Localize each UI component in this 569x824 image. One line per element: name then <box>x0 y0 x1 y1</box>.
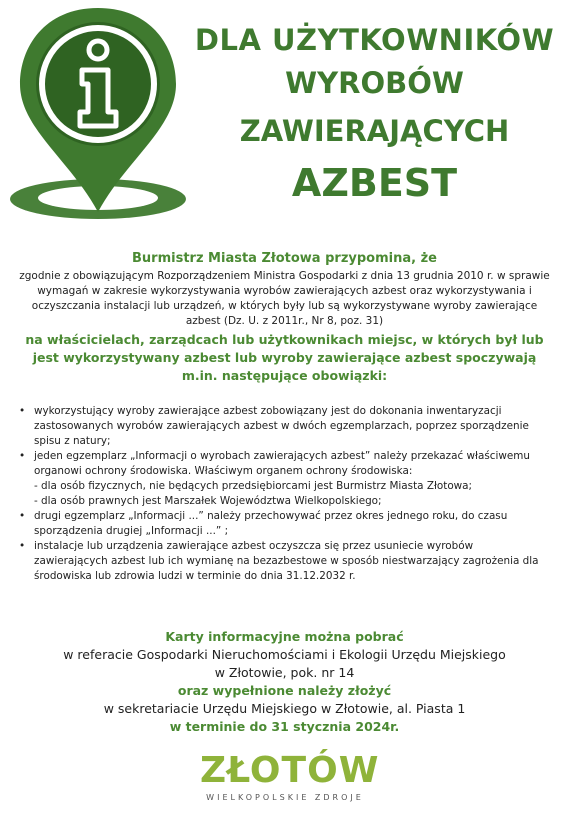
footer-download-heading: Karty informacyjne można pobrać <box>165 629 404 644</box>
list-item <box>18 404 548 449</box>
footer-section <box>14 628 555 736</box>
obligations-heading: na właścicielach, zarządcach lub użytkownikach miejsc, w których był lub jest wykorzystywany azbest lub wyroby zawierające azbest spoczywają m.in. następujące obowiązki: <box>25 332 544 383</box>
duties-list <box>18 404 548 584</box>
footer-office: w sekretariacie Urzędu Miejskiego w Złotowie, al. Piasta 1 <box>103 701 466 716</box>
intro-section <box>14 250 555 385</box>
footer-deadline: w terminie do 31 stycznia 2024r. <box>169 719 400 734</box>
duty-text-3: drugi egzemplarz „Informacji ...” należy przechowywać przez okres jednego roku, do czasu sporządzenia drugiej „Informacji ...” ; <box>34 510 508 537</box>
footer-room: w Złotowie, pok. nr 14 <box>214 665 355 680</box>
page-title <box>180 23 569 205</box>
footer-department: w referacie Gospodarki Nieruchomościami i Ekologii Urzędu Miejskiego <box>63 647 506 662</box>
title-line-3: ZAWIERAJĄCYCH <box>239 114 510 148</box>
list-item <box>18 509 548 539</box>
title-line-2: WYROBÓW <box>285 66 464 100</box>
intro-heading: Burmistrz Miasta Złotowa przypomina, że <box>132 251 437 266</box>
duty-sub-2: - dla osób prawnych jest Marszałek Województwa Wielkopolskiego; <box>34 495 382 507</box>
duty-text-2: jeden egzemplarz „Informacji o wyrobach zawierających azbest” należy przekazać właściwemu organowi ochrony środowiska. Właściwym organem ochrony środowiska: <box>34 450 530 477</box>
duty-text-1: wykorzystujący wyroby zawierające azbest zobowiązany jest do dokonania inwentaryzacji zastosowanych wyrobów zawierających azbest w dwóch egzemplarzach, poprzez sporządzenie spisu z natury; <box>34 405 529 447</box>
list-item <box>18 449 548 509</box>
info-pin-icon <box>0 0 190 225</box>
title-line-4: AZBEST <box>291 161 458 205</box>
list-item <box>18 539 548 584</box>
logo-word: ZŁOTÓW <box>200 750 380 791</box>
bullet-icon: • <box>19 510 26 522</box>
footer-submit-heading: oraz wypełnione należy złożyć <box>177 683 392 698</box>
intro-body: zgodnie z obowiązującym Rozporządzeniem Ministra Gospodarki z dnia 13 grudnia 2010 r. w sprawie wymagań w zakresie wykorzystywania wyrobów zawierających azbest oraz wykorzystywania i oczyszczania instalacji lub urządzeń, w których były lub są wykorzystywane wyroby zawierające azbest (Dz. U. z 2011r., Nr 8, poz. 31) <box>19 270 550 327</box>
duty-sub-1: - dla osób fizycznych, nie będących przedsiębiorcami jest Burmistrz Miasta Złotowa; <box>34 480 473 492</box>
city-logo <box>200 750 380 820</box>
duty-text-4: instalacje lub urządzenia zawierające azbest oczyszcza się przez usuniecie wyrobów zawierających azbest lub ich wymianę na bezazbestowe w sposób niestwarzający zagrożenia dla środowiska lub zdrowia ludzi w terminie do dnia 31.12.2032 r. <box>34 540 539 582</box>
bullet-icon: • <box>19 405 26 417</box>
logo-tagline: WIELKOPOLSKIE ZDROJE <box>206 793 364 802</box>
bullet-icon: • <box>19 450 26 462</box>
bullet-icon: • <box>19 540 26 552</box>
title-line-1: DLA UŻYTKOWNIKÓW <box>194 23 555 57</box>
